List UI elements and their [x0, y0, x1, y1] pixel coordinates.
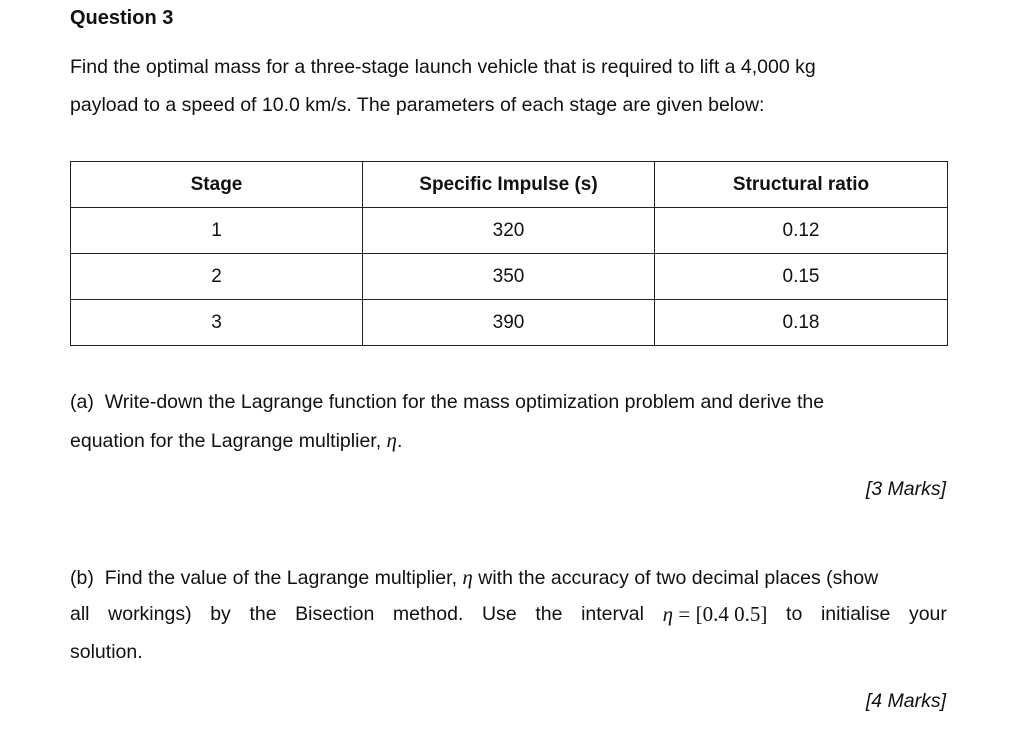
question-intro-line-1: Find the optimal mass for a three-stage launch vehicle that is required to lift a 4,000 kg: [70, 56, 816, 78]
word: by: [210, 603, 231, 625]
part-a-line-1: [70, 383, 824, 421]
part-b-line-1: [70, 558, 878, 597]
stage-parameters-table: [70, 161, 948, 346]
word: Bisection: [295, 603, 375, 625]
part-a-line-1-text: Write-down the Lagrange function for the mass optimization problem and derive the: [104, 391, 825, 413]
word: method.: [392, 603, 464, 625]
part-a-line-2-text: equation for the Lagrange multiplier,: [70, 430, 382, 452]
part-b-line-1-text: Find the value of the Lagrange multiplier,: [104, 567, 457, 589]
table-header-cell: Specific Impulse (s): [363, 162, 655, 208]
word: your: [908, 603, 947, 625]
word: workings): [108, 603, 192, 625]
part-a-label: (a): [70, 391, 94, 413]
table-cell: 0.15: [655, 254, 948, 300]
table-cell: 1: [71, 208, 363, 254]
part-a-marks: [3 Marks]: [865, 478, 946, 500]
question-intro-line-2: payload to a speed of 10.0 km/s. The parameters of each stage are given below:: [70, 94, 765, 116]
word: Use: [482, 603, 517, 625]
part-a-line-2: [70, 421, 402, 460]
table-header-cell: Stage: [71, 162, 363, 208]
equals-sign: =: [678, 602, 691, 626]
part-b-line-3: solution.: [70, 641, 143, 663]
table-cell: 350: [363, 254, 655, 300]
table-cell: 3: [71, 300, 363, 346]
question-title: Question 3: [70, 7, 174, 29]
word: all: [70, 603, 90, 625]
table-header-cell: Structural ratio: [655, 162, 948, 208]
word: initialise: [820, 603, 891, 625]
table-row: [71, 254, 948, 300]
word: the: [249, 603, 277, 625]
part-b-line-2: [70, 595, 947, 634]
interval-value: [0.4 0.5]: [695, 602, 768, 626]
table-cell: 320: [363, 208, 655, 254]
eta-symbol: η: [662, 602, 673, 626]
part-b-line-1-rest: with the accuracy of two decimal places (show: [478, 567, 879, 589]
word: to: [786, 603, 803, 625]
word: the: [535, 603, 563, 625]
table-header-row: [71, 162, 948, 208]
table-cell: 390: [363, 300, 655, 346]
table-row: [71, 208, 948, 254]
table-cell: 0.18: [655, 300, 948, 346]
eta-symbol: η: [462, 565, 473, 589]
part-b-label: (b): [70, 567, 94, 589]
table-cell: 0.12: [655, 208, 948, 254]
eta-symbol: η: [386, 428, 397, 452]
table-row: [71, 300, 948, 346]
part-a-period: .: [396, 430, 403, 452]
table-cell: 2: [71, 254, 363, 300]
interval-expression: [663, 595, 768, 634]
part-b-marks: [4 Marks]: [865, 690, 946, 712]
word: interval: [581, 603, 644, 625]
